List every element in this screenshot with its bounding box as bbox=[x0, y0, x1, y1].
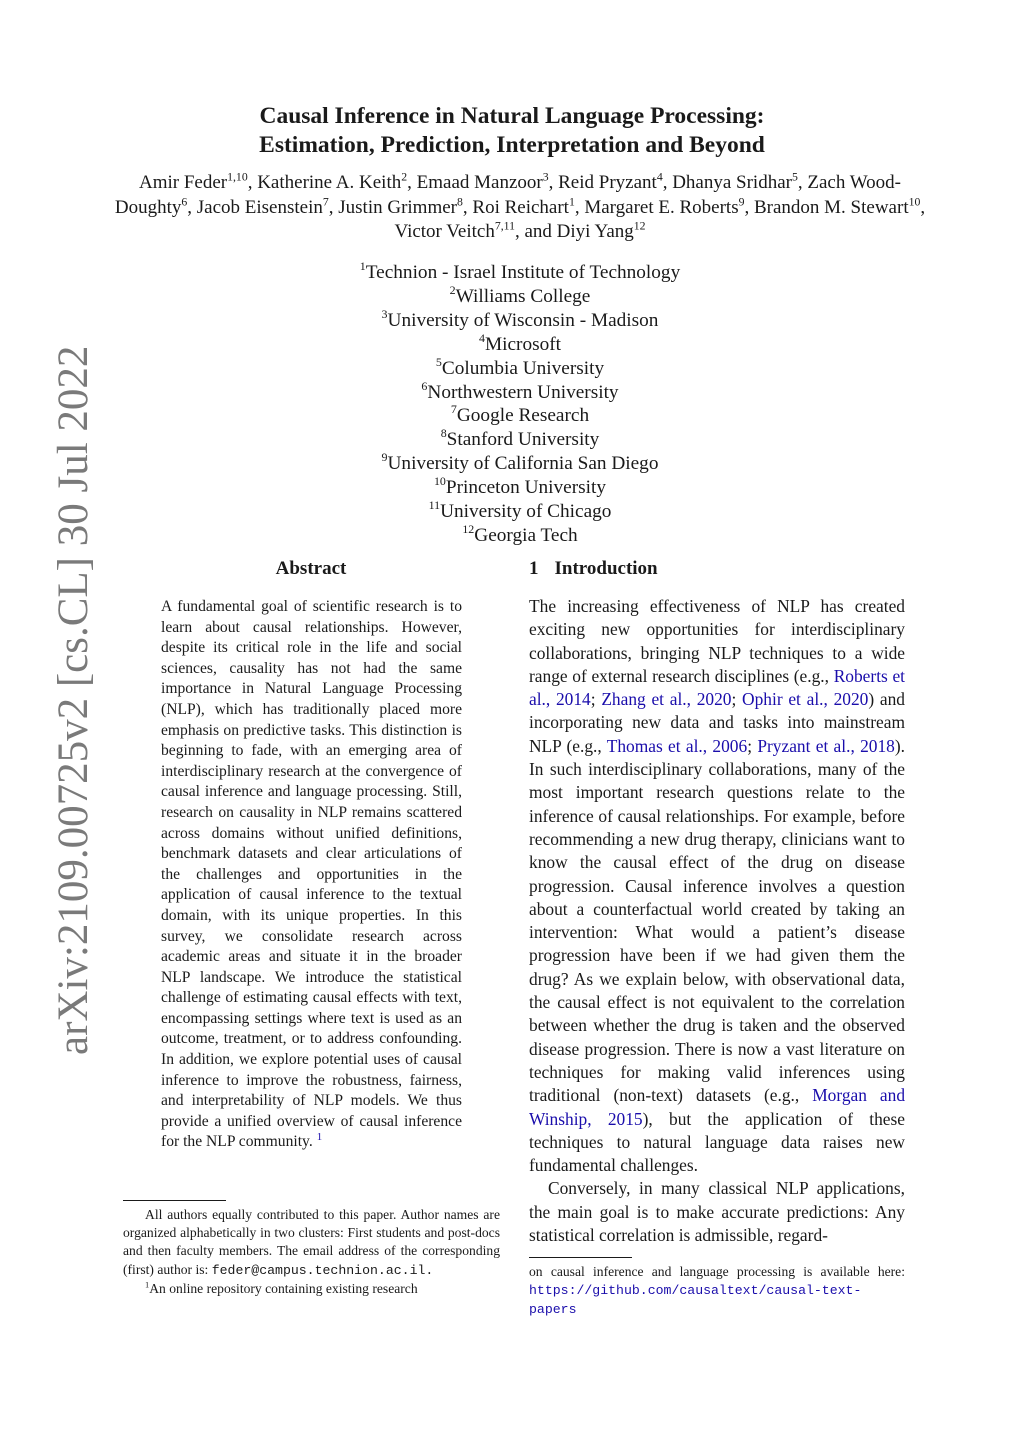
affiliation-name: Northwestern University bbox=[427, 381, 619, 403]
author-affiliation-mark: 1 bbox=[568, 194, 575, 208]
author-name: Justin Grimmer bbox=[338, 196, 457, 218]
author-affiliation-mark: 6 bbox=[181, 194, 188, 208]
section-title: Introduction bbox=[554, 558, 658, 579]
affiliation-item bbox=[0, 452, 1024, 476]
text-run: ) and incorporating new data and tasks into mainstream NLP (e.g., bbox=[529, 689, 905, 756]
affiliation-item bbox=[0, 261, 1024, 285]
intro-paragraph-2: Conversely, in many classical NLP applications, the main goal is to make accurate predictions: Any statistical correlation is admissible, regard- bbox=[529, 1178, 905, 1246]
footnote-star bbox=[123, 1206, 500, 1280]
author-name: Jacob Eisenstein bbox=[196, 196, 323, 218]
author-name: Margaret E. Roberts bbox=[584, 196, 739, 218]
affiliation-number: 8 bbox=[440, 426, 447, 441]
author-name: Diyi Yang bbox=[556, 221, 634, 242]
footnote-1-cont-text: on causal inference and language processing is available here: bbox=[529, 1264, 905, 1279]
intro-paragraph-1 bbox=[529, 595, 905, 1177]
abstract-text: A fundamental goal of scientific research is to learn about causal relationships. However, despite its critical role in the life and social sciences, causality has not had the same importance in Natural Language Processing (NLP), which has traditionally placed more emphasis on predictive tasks. This distinction is beginning to fade, with an emerging area of interdisciplinary research at the convergence of causal inference and language processing. Still, research on causality in NLP remains scattered across domains without unified definitions, benchmark datasets and clear articulations of the challenges and opportunities in the application of causal inference to the textual domain, with its unique properties. In this survey, we consolidate research across academic areas and situate it in the broader NLP landscape. We introduce the statistical challenge of estimating causal effects with text, encompassing settings where text is used as an outcome, treatment, or to address confounding. In addition, we explore potential uses of causal inference to improve the robustness, fairness, and interpretability of NLP models. We thus provide a unified overview of causal inference for the NLP community. bbox=[161, 598, 462, 1151]
author-name: Zach Wood-Doughty bbox=[114, 172, 901, 218]
section-heading-introduction bbox=[529, 558, 658, 580]
affiliation-number: 12 bbox=[462, 522, 475, 537]
footnotes-left bbox=[123, 1206, 500, 1298]
abstract-heading: Abstract bbox=[275, 558, 347, 579]
affiliation-item bbox=[0, 309, 1024, 333]
section-number: 1 bbox=[529, 558, 539, 579]
footnote-rule-right bbox=[529, 1257, 632, 1258]
abstract-body bbox=[161, 597, 462, 1153]
author-name: Brandon M. Stewart bbox=[753, 196, 909, 218]
affiliation-item bbox=[0, 524, 1024, 548]
author-affiliation-mark: 9 bbox=[738, 194, 745, 208]
author-name: Amir Feder bbox=[138, 172, 228, 193]
affiliation-item bbox=[0, 378, 1024, 405]
affiliation-item bbox=[0, 330, 1024, 357]
footnote-1-text: An online repository containing existing research bbox=[149, 1280, 418, 1296]
author-affiliation-mark: 3 bbox=[542, 170, 549, 184]
footnotes-right bbox=[529, 1263, 905, 1320]
affiliation-name: University of Chicago bbox=[440, 501, 612, 523]
affiliation-number: 7 bbox=[450, 402, 457, 417]
citation-zhang-2020[interactable]: Zhang et al., 2020 bbox=[601, 689, 732, 710]
author-affiliation-mark: 12 bbox=[633, 219, 646, 233]
title-line-2: Estimation, Prediction, Interpretation and Beyond bbox=[259, 132, 765, 158]
text-run: ). In such interdisciplinary collaborations, many of the most important research questions relate to the inference of causal relationships. For example, before recommending a new drug therapy, clinicians want to know the causal effect of the drug on disease progression. Causal inference involves a question about a counterfactual world created by taking an intervention: What would a patient’s disease progression have been if we had given them the drug? As we explain below, with observational data, the causal effect is not equivalent to the correlation between whether the drug is taken and the observed disease progression. There is now a vast literature on techniques for making valid inferences using traditional (non-text) datasets (e.g., bbox=[529, 735, 906, 1106]
repository-link[interactable]: https://github.com/causaltext/causal-text-papers bbox=[529, 1283, 862, 1318]
affiliation-name: Georgia Tech bbox=[474, 524, 578, 546]
affiliation-number: 1 bbox=[359, 259, 366, 274]
author-name: Roi Reichart bbox=[472, 196, 569, 218]
citation-morgan-winship-2015[interactable]: Morgan and Winship, 2015 bbox=[529, 1085, 906, 1129]
affiliation-name: University of Wisconsin - Madison bbox=[387, 309, 659, 331]
affiliation-number: 5 bbox=[435, 354, 442, 369]
author-name: Victor Veitch bbox=[394, 221, 495, 242]
author-list: Amir Feder$^{1,10}$, Katherine A. Keith$^2$, Emaad Manzoor$^3$, Reid Pryzant$^4$, Dhanya Sridhar$^5$, Zach Wood-Doughty$^6$, Jacob Eisenstein$^7$, Justin Grimmer$^8$, Roi Reichart$^1$, Margaret E. Roberts$^9$, Brandon M. Stewart$^{10}$, Victor Veitch$^{7,11}$, and Diyi Yang$^{12}$ bbox=[114, 170, 926, 242]
text-run: ), but the application of these techniques to natural language data raises new fundamental challenges. bbox=[529, 1108, 905, 1176]
affiliation-number: 3 bbox=[381, 307, 388, 322]
author-affiliation-mark: 7 bbox=[322, 194, 329, 208]
affiliation-item bbox=[0, 354, 1024, 381]
author-email[interactable]: feder@campus.technion.ac.il. bbox=[211, 1262, 434, 1278]
author-affiliation-mark: 7,11 bbox=[494, 219, 515, 233]
text-run: ; bbox=[590, 689, 602, 710]
affiliation-name: University of California San Diego bbox=[387, 453, 659, 475]
author-affiliation-mark: 5 bbox=[791, 170, 798, 184]
affiliation-number: 4 bbox=[478, 330, 485, 345]
affiliation-number: 10 bbox=[433, 474, 446, 489]
paper-title bbox=[0, 102, 1024, 160]
introduction-body bbox=[529, 595, 905, 1247]
affiliation-name: Stanford University bbox=[446, 429, 600, 451]
author-name: Katherine A. Keith bbox=[257, 172, 402, 193]
author-affiliation-mark: 4 bbox=[656, 170, 663, 184]
affiliation-list bbox=[0, 261, 1024, 548]
affiliation-item bbox=[0, 285, 1024, 309]
citation-ophir-2020[interactable]: Ophir et al., 2020 bbox=[742, 689, 869, 710]
author-affiliation-mark: 8 bbox=[457, 194, 463, 208]
author-name: Reid Pryzant bbox=[558, 172, 657, 193]
author-affiliation-mark: 2 bbox=[401, 170, 408, 184]
footnote-1-continued bbox=[529, 1263, 905, 1320]
affiliation-number: 6 bbox=[421, 378, 428, 393]
arxiv-identifier: arXiv:2109.00725v2 [cs.CL] 30 Jul 2022 bbox=[50, 345, 97, 1055]
affiliation-name: Williams College bbox=[455, 285, 591, 307]
affiliation-name: Princeton University bbox=[445, 477, 607, 499]
affiliation-number: 9 bbox=[381, 450, 388, 465]
footnote-ref-1[interactable]: 1 bbox=[316, 1130, 323, 1143]
text-run: ; bbox=[747, 735, 758, 756]
author-name: Emaad Manzoor bbox=[416, 172, 543, 193]
affiliation-number: 2 bbox=[449, 283, 456, 298]
affiliation-name: Columbia University bbox=[441, 357, 605, 379]
footnote-1-number: 1 bbox=[145, 1279, 150, 1290]
author-name: Dhanya Sridhar bbox=[672, 172, 792, 193]
footnote-rule-left bbox=[123, 1200, 226, 1201]
author-affiliation-mark: 1,10 bbox=[227, 170, 248, 184]
title-line-1: Causal Inference in Natural Language Processing: bbox=[259, 103, 765, 129]
author-affiliation-mark: 10 bbox=[908, 194, 921, 208]
affiliation-number: 11 bbox=[428, 498, 441, 513]
affiliation-item bbox=[0, 404, 1024, 428]
citation-roberts-2014[interactable]: Roberts et al., 2014 bbox=[529, 665, 906, 710]
footnote-1 bbox=[123, 1280, 500, 1298]
affiliation-item bbox=[0, 428, 1024, 452]
affiliation-name: Microsoft bbox=[484, 333, 562, 355]
affiliation-name: Technion - Israel Institute of Technology bbox=[365, 262, 681, 283]
citation-pryzant-2018[interactable]: Pryzant et al., 2018 bbox=[757, 735, 895, 756]
footnote-star-text: All authors equally contributed to this paper. Author names are organized alphabetically in two clusters: First students and post-docs and then faculty members. The email address of the corresponding (first) author is: bbox=[123, 1207, 500, 1277]
affiliation-name: Google Research bbox=[456, 405, 590, 427]
text-run: ; bbox=[731, 689, 743, 710]
affiliation-item bbox=[0, 476, 1024, 500]
citation-thomas-2006[interactable]: Thomas et al., 2006 bbox=[606, 735, 748, 756]
affiliation-item bbox=[0, 500, 1024, 524]
text-run: The increasing effectiveness of NLP has created exciting new opportunities for interdisciplinary collaborations, bringing NLP techniques to a wide range of external research disciplines (e.g., bbox=[529, 596, 905, 686]
